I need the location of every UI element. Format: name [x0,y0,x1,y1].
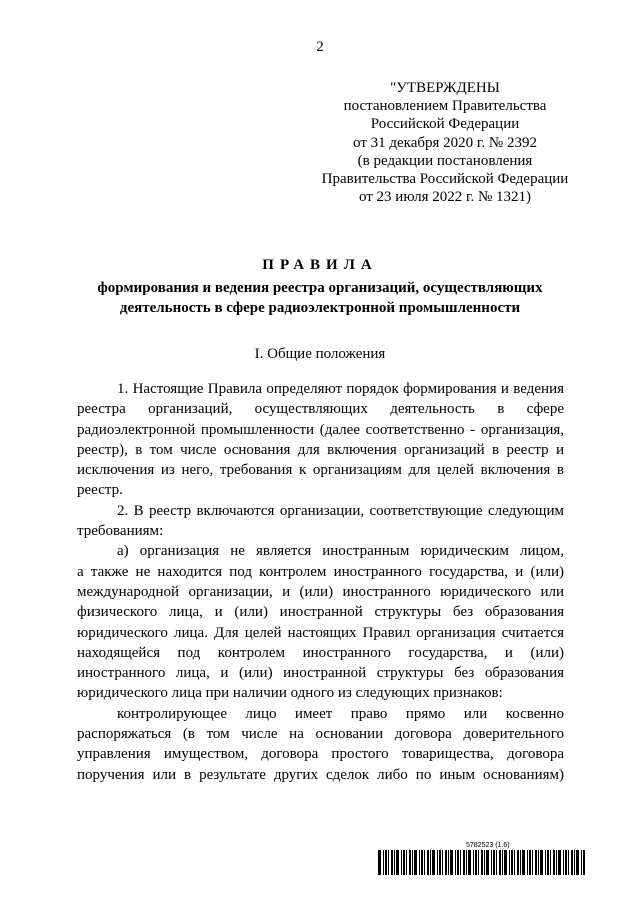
body-line: радиоэлектронной промышленности (далее соответственно - организация, [77,421,564,438]
body-line: а также не находится под контролем иностранного государства, и (или) [77,563,564,580]
subtitle-line: деятельность в сфере радиоэлектронной промышленности [119,300,521,316]
body-line: а) организация не является иностранным юридическим лицом, [117,543,564,560]
body-line: контролирующее лицо имеет право прямо или косвенно [117,705,564,722]
body-line: иностранного лица, и (или) иностранной структуры без образования [77,665,564,682]
approval-line: (в редакции постановления [357,152,533,169]
body-line: поручения или в результате других сделок либо по иным основаниям) [77,766,564,783]
document-code: 5782523 (1.6) [466,842,510,849]
body-line: юридического лица. Для целей настоящих Правил организация считается [77,624,564,641]
body-line: требованиям: [77,523,164,540]
body-line: распоряжаться (в том числе на основании договора доверительного [77,726,564,743]
approval-line: от 31 декабря 2020 г. № 2392 [353,134,537,151]
approval-line: "УТВЕРЖДЕНЫ [390,80,500,96]
approval-line: от 23 июля 2022 г. № 1321) [358,189,532,206]
body-line: управления имуществом, договора простого товарищества, договора [77,746,564,763]
body-line: находящейся под контролем иностранного государства, и (или) [77,644,564,661]
barcode-icon [378,850,588,875]
document-title: ПРАВИЛА [262,257,378,273]
approval-line: постановлением Правительства [343,98,547,115]
body-line: международной организации, и (или) иностранного юридического или [77,583,564,600]
section-heading: I. Общие положения [254,346,386,362]
body-line: реестр), в том числе основания для включения организаций в реестр и [77,441,564,458]
body-line: реестр. [77,482,123,499]
body-line: юридического лица при наличии одного из следующих признаков: [77,685,503,702]
approval-line: Российской Федерации [370,116,520,133]
document-subtitle [60,278,580,318]
body-line: 2. В реестр включаются организации, соответствующие следующим [117,502,564,519]
body-line: исключения из него, требования к организациям для целей включения в [77,462,564,479]
body-line: реестра организаций, осуществляющих деятельность в сфере [77,401,564,418]
approval-line: Правительства Российской Федерации [321,171,569,188]
body-text [77,379,564,785]
body-line: физического лица, и (или) иностранной структуры без образования [77,604,564,621]
approval-stamp-block [300,79,590,206]
subtitle-line: формирования и ведения реестра организаций, осуществляющих [97,280,543,296]
page-number: 2 [316,39,324,55]
body-line: 1. Настоящие Правила определяют порядок формирования и ведения [117,381,564,397]
